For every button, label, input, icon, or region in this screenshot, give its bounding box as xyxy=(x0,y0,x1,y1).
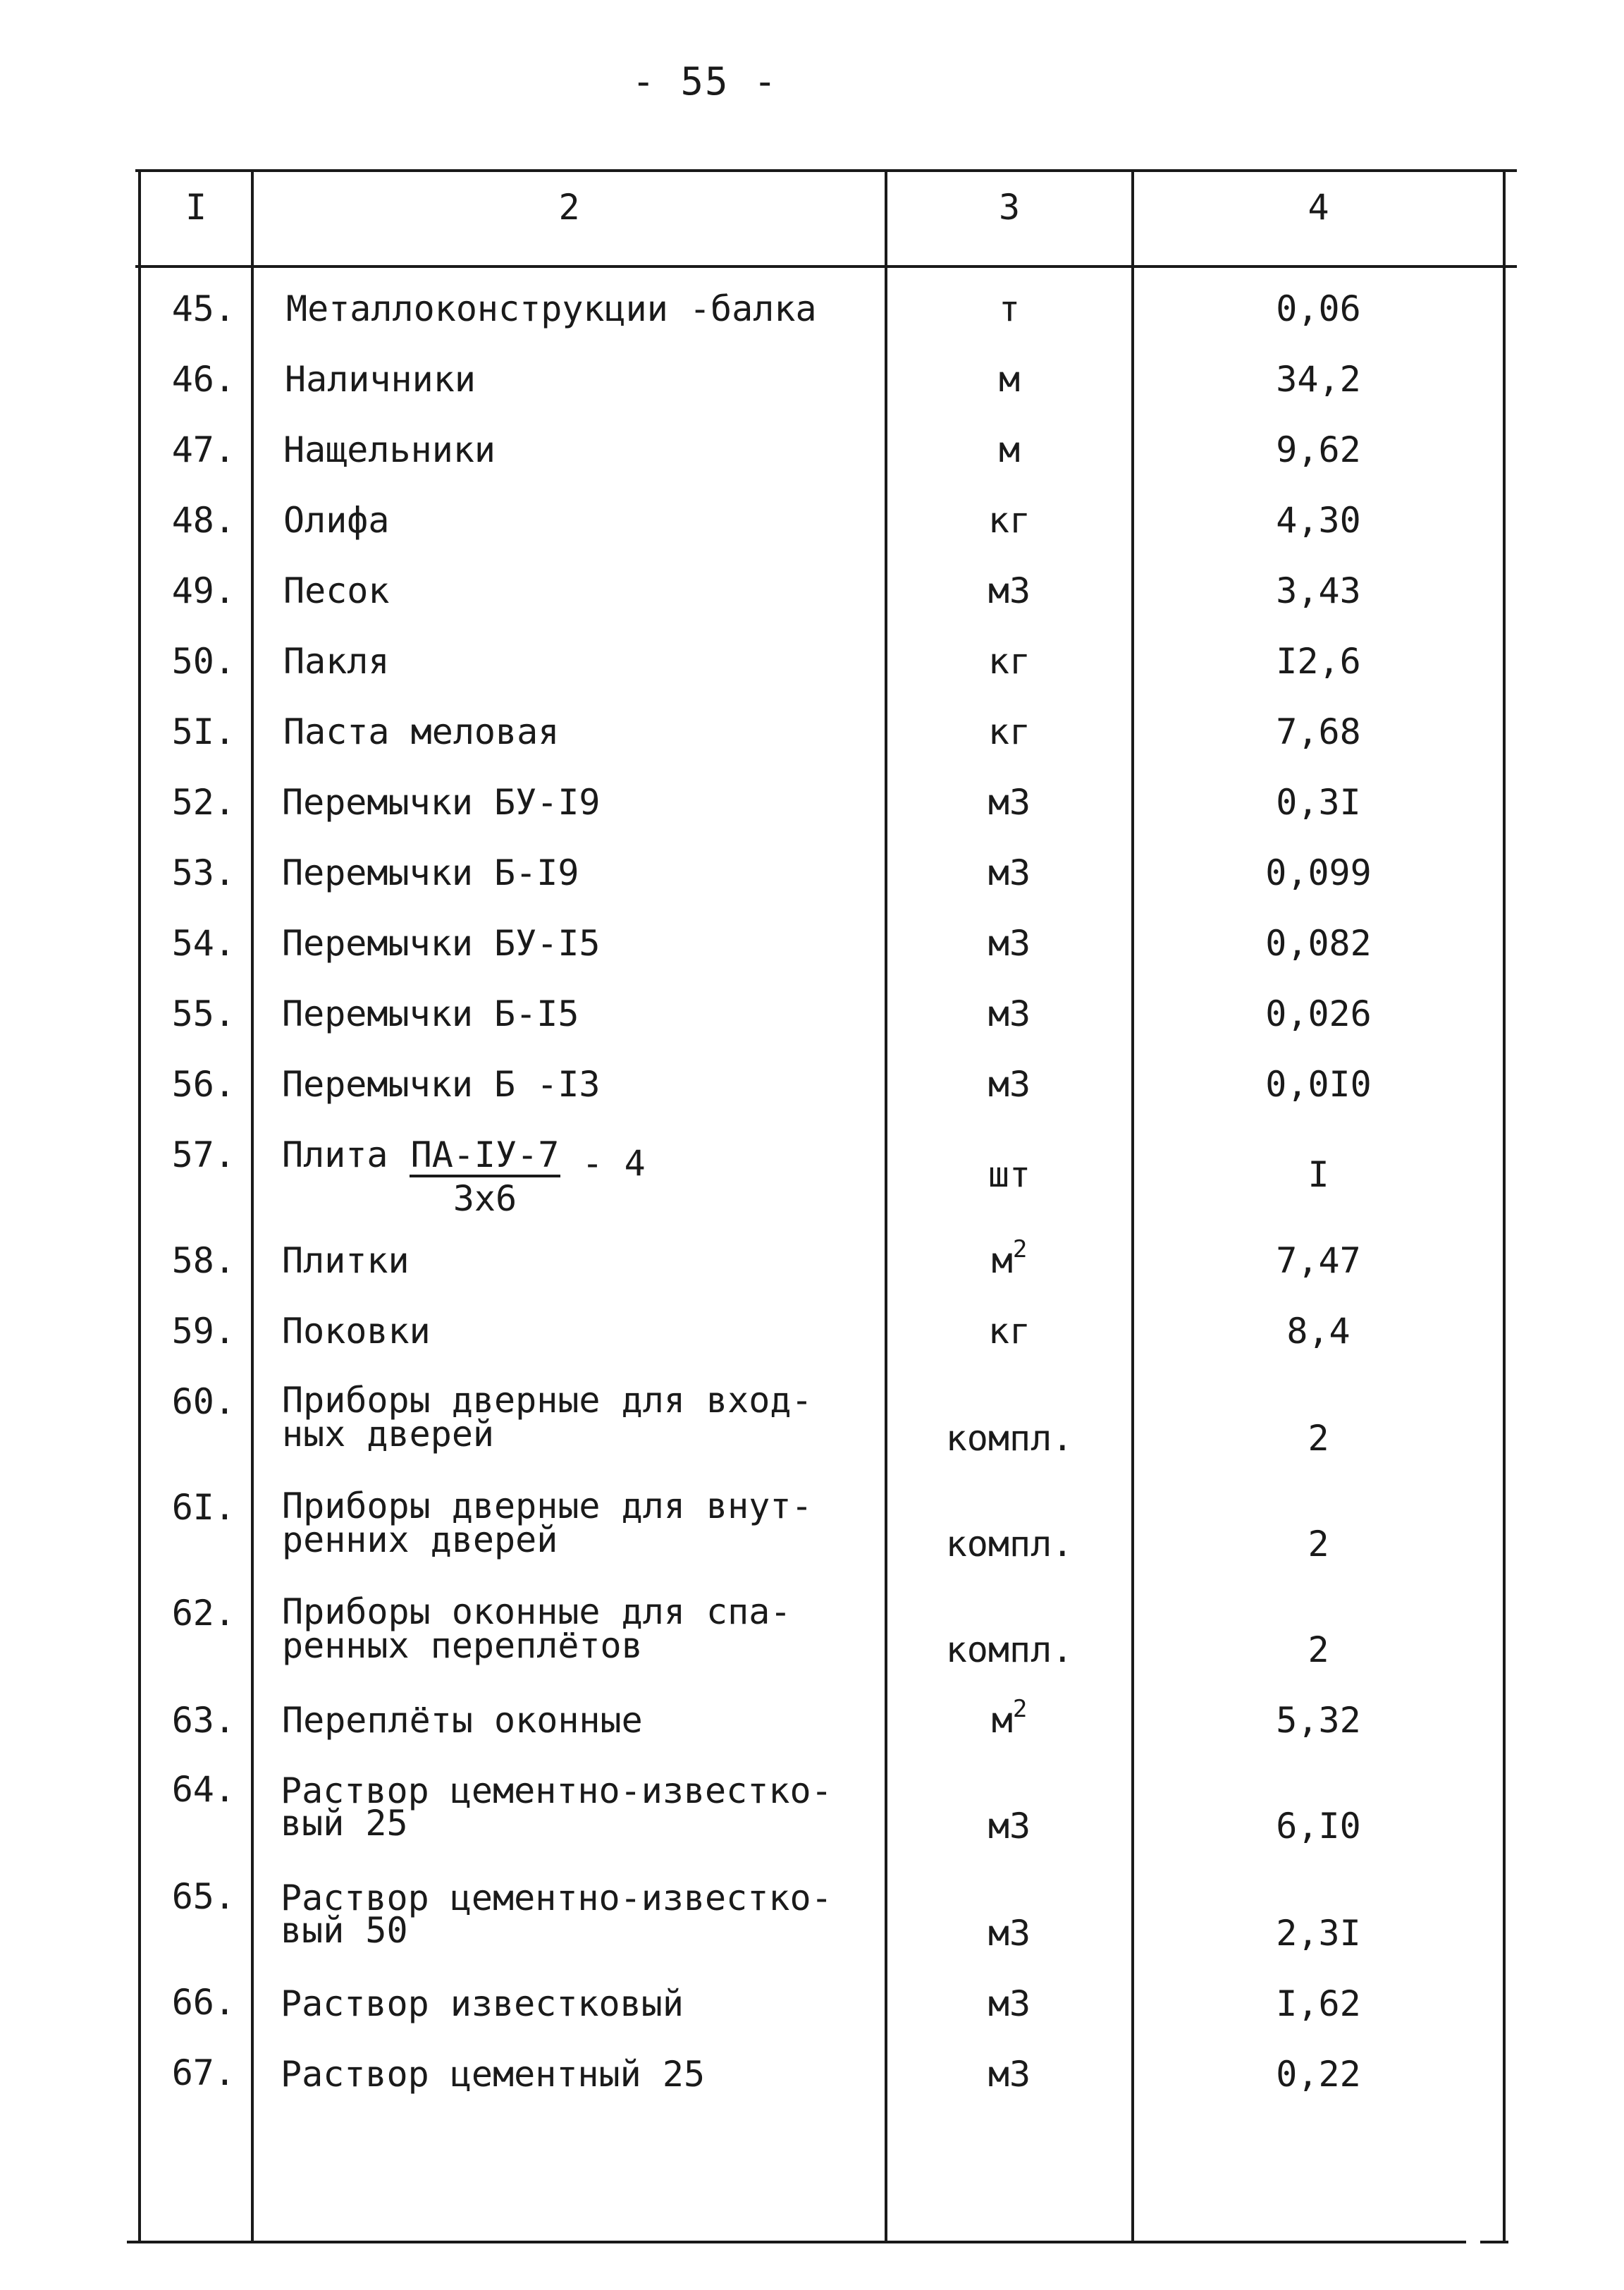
row-name-suffix: - 4 xyxy=(582,1143,646,1184)
row-name: Наличники xyxy=(285,359,476,400)
row-name xyxy=(282,1134,646,1219)
unit-exponent: 2 xyxy=(1012,1695,1028,1723)
row-number: 48. xyxy=(171,500,235,541)
row-name: Перемычки Б-I5 xyxy=(282,993,579,1034)
row-name: Переплёты оконные xyxy=(282,1700,643,1741)
row-number: 49. xyxy=(171,570,235,611)
row-name-line-1: Раствор цементно-известко- xyxy=(281,1878,832,1918)
row-unit: кг xyxy=(988,711,1031,752)
row-number: 46. xyxy=(171,359,235,400)
unit-base: м xyxy=(991,1240,1013,1281)
row-number: 63. xyxy=(171,1700,235,1741)
row-name-line-2: ренных переплётов xyxy=(282,1625,643,1666)
row-name: Поковки xyxy=(282,1311,431,1352)
row-unit: м3 xyxy=(988,1983,1031,2024)
row-qty: 2 xyxy=(1308,1524,1329,1565)
column-border-1 xyxy=(251,169,254,2243)
row-number: 64. xyxy=(171,1769,235,1810)
row-qty: 6,I0 xyxy=(1276,1806,1361,1847)
row-name: Перемычки Б-I9 xyxy=(282,852,579,893)
header-col-1: I xyxy=(185,187,207,228)
row-qty: 4,30 xyxy=(1276,500,1361,541)
row-number: 67. xyxy=(171,2052,235,2093)
page-number: - 55 - xyxy=(632,59,778,104)
row-qty: 7,47 xyxy=(1276,1240,1361,1281)
row-qty: I,62 xyxy=(1276,1983,1361,2024)
row-unit: м3 xyxy=(988,1064,1031,1105)
row-unit: т xyxy=(998,288,1021,329)
row-unit: м3 xyxy=(988,1913,1031,1954)
row-number: 5I. xyxy=(171,711,235,752)
row-number: 47. xyxy=(171,429,235,470)
header-col-3: 3 xyxy=(998,187,1021,228)
row-number: 56. xyxy=(171,1064,235,1105)
row-unit: компл. xyxy=(945,1629,1074,1670)
row-name: Перемычки БУ-I5 xyxy=(282,923,601,964)
fraction-denominator: 3х6 xyxy=(453,1178,517,1219)
row-unit: м3 xyxy=(988,923,1031,964)
row-name: Плитки xyxy=(282,1240,410,1281)
row-name: Нащельники xyxy=(283,429,496,470)
header-col-2: 2 xyxy=(558,187,580,228)
row-name: Металлоконструкции -балка xyxy=(286,288,817,329)
row-name-prefix: Плита xyxy=(282,1134,388,1175)
row-name-line-1: Приборы дверные для вход- xyxy=(282,1380,813,1421)
row-name-line-2: ных дверей xyxy=(282,1414,495,1455)
row-number: 54. xyxy=(171,923,235,964)
row-number: 65. xyxy=(171,1876,235,1917)
name-fraction xyxy=(410,1134,561,1219)
row-qty: 34,2 xyxy=(1276,359,1361,400)
row-qty: 0,22 xyxy=(1276,2054,1361,2095)
row-name: Раствор цементный 25 xyxy=(281,2054,706,2095)
unit-exponent: 2 xyxy=(1012,1235,1028,1263)
row-name-line-1: Приборы оконные для спа- xyxy=(282,1591,792,1632)
column-border-left xyxy=(138,169,141,2243)
row-number: 55. xyxy=(171,993,235,1034)
row-unit: м xyxy=(998,359,1021,400)
row-qty: 0,06 xyxy=(1276,288,1361,329)
unit-base: м xyxy=(991,1700,1013,1741)
row-unit: компл. xyxy=(945,1524,1074,1565)
row-unit xyxy=(887,1695,1131,1741)
row-qty: 0,026 xyxy=(1265,993,1372,1034)
row-unit xyxy=(887,1235,1131,1281)
row-name-line-1: Раствор цементно-известко- xyxy=(281,1770,832,1811)
row-qty: 2 xyxy=(1308,1629,1329,1670)
row-unit: м3 xyxy=(988,1806,1031,1847)
materials-table xyxy=(127,169,1508,2246)
row-unit: м3 xyxy=(988,782,1031,823)
row-number: 58. xyxy=(171,1240,235,1281)
row-name: Раствор известковый xyxy=(281,1983,684,2024)
table-bottom-border xyxy=(127,2241,1466,2243)
row-qty: 5,32 xyxy=(1276,1700,1361,1741)
row-unit: м3 xyxy=(988,2054,1031,2095)
row-unit: м3 xyxy=(988,993,1031,1034)
row-unit: кг xyxy=(988,1311,1031,1352)
row-number: 52. xyxy=(171,782,235,823)
row-qty: 0,082 xyxy=(1265,923,1372,964)
header-separator xyxy=(135,265,1517,268)
row-unit: м xyxy=(998,429,1021,470)
header-col-4: 4 xyxy=(1308,187,1329,228)
row-unit: м3 xyxy=(988,852,1031,893)
row-number: 45. xyxy=(171,288,235,329)
row-unit: шт xyxy=(988,1154,1031,1195)
row-qty: 2,3I xyxy=(1276,1913,1361,1954)
row-number: 59. xyxy=(171,1311,235,1352)
row-number: 62. xyxy=(171,1593,235,1634)
row-name-line-2: ренних дверей xyxy=(282,1519,558,1560)
row-number: 53. xyxy=(171,852,235,893)
fraction-numerator: ПА-IУ-7 xyxy=(410,1137,561,1177)
row-unit: кг xyxy=(988,500,1031,541)
row-name-line-2: вый 50 xyxy=(281,1910,408,1951)
row-name: Пакля xyxy=(283,641,390,682)
row-number: 6I. xyxy=(171,1487,235,1528)
row-qty: 0,3I xyxy=(1276,782,1361,823)
row-name: Песок xyxy=(283,570,390,611)
row-qty: 8,4 xyxy=(1286,1311,1351,1352)
row-qty: 7,68 xyxy=(1276,711,1361,752)
row-number: 60. xyxy=(171,1381,235,1422)
row-name: Олифа xyxy=(283,500,390,541)
row-qty: 0,099 xyxy=(1265,852,1372,893)
row-qty: I xyxy=(1308,1154,1329,1195)
row-qty: 9,62 xyxy=(1276,429,1361,470)
column-border-right xyxy=(1503,169,1506,2243)
row-unit: м3 xyxy=(988,570,1031,611)
row-qty: 3,43 xyxy=(1276,570,1361,611)
row-name: Перемычки БУ-I9 xyxy=(282,782,601,823)
row-number: 66. xyxy=(171,1982,235,2023)
row-qty: 0,0I0 xyxy=(1265,1064,1372,1105)
row-number: 57. xyxy=(171,1134,235,1175)
row-name-line-1: Приборы дверные для внут- xyxy=(282,1486,813,1526)
row-number: 50. xyxy=(171,641,235,682)
row-name: Перемычки Б -I3 xyxy=(282,1064,601,1105)
table-top-border xyxy=(135,169,1517,172)
row-qty: 2 xyxy=(1308,1418,1329,1459)
row-unit: кг xyxy=(988,641,1031,682)
row-name: Паста меловая xyxy=(283,711,560,752)
row-name-line-2: вый 25 xyxy=(281,1803,408,1844)
row-unit: компл. xyxy=(945,1418,1074,1459)
row-qty: I2,6 xyxy=(1276,641,1361,682)
